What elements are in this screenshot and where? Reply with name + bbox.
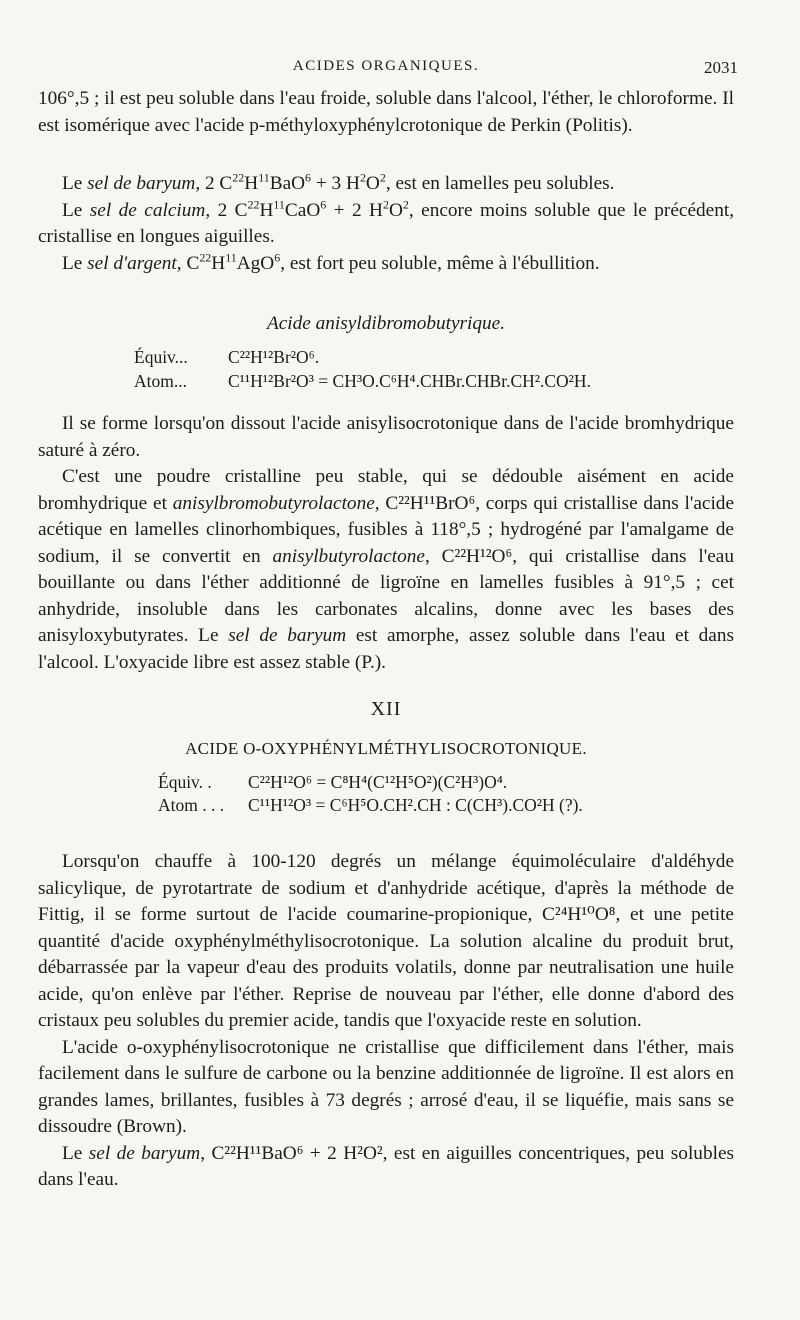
atom-formula-row [38,369,734,393]
atom-formula-row-2 [38,794,734,817]
paragraph-crystallisation: L'acide o-oxyphénylisocrotonique ne cristallise que difficilement dans l'éther, mais facilement dans le sulfure de carbone ou la benzine additionnée de ligroïne. Il est alors en grandes lames, brillantes, fusibles à 73 degrés ; arrosé d'eau, il se liquéfie, mais sans se dissoudre (Brown). [38,1036,734,1137]
paragraph-formation: Il se forme lorsqu'on dissout l'acide anisylisocrotonique dans de l'acide bromhydrique saturé à zéro. [38,413,734,461]
term-calcium-salt: sel de calcium [89,199,206,221]
paragraph-properties: C'est une poudre cristalline peu stable, qui se dédouble aisément en acide bromhydrique et anisylbromobutyrolactone, C²²H¹¹BrO⁶, corps qui cristallise dans l'acide acétique en lamelles clinorhombiques, fusibles à 118°,5 ; hydrogéné par l'amalgame de sodium, il se convertit en anisylbutyrolactone, C²²H¹²O⁶, qui cristallise dans l'eau bouillante ou dans l'éther additionné de ligroïne en lamelles fusibles à 91°,5 ; cet anhydride, insoluble dans les carbonates alcalins, donne avec les bases des anisyloxybutyrates. Le sel de baryum est amorphe, assez soluble dans l'eau et dans l'alcool. L'oxyacide libre est assez stable (P.). [38,466,735,673]
equiv-label-2: Équiv. . [158,772,212,792]
paragraph-barium-salt-2: Le sel de baryum, C²²H¹¹BaO⁶ + 2 H²O², est en aiguilles concentriques, peu solubles dans l'eau. [38,1142,735,1190]
term-barium-salt: sel de baryum [87,173,196,194]
paragraph-barium-salt: Le sel de baryum, 2 $C^{22}H^{11}BaO^6 + 3$ $H^2O^2$, est en lamelles peu solubles. [62,170,615,194]
atom-label-2: Atom . . . [158,795,225,815]
paragraph-calcium-salt: Le sel de calcium, 2 $C^{22}H^{11}CaO^6 + 2$ $H^2O^2$, encore moins soluble que le précédent, cristallise en longues aiguilles. [38,197,735,247]
equiv-formula-row [38,345,734,369]
equiv-formula: C²²H¹²Br²O⁶. [228,347,320,367]
paragraph-silver-salt: Le sel d'argent, $C^{22}H^{11}AgO^6$, est fort peu soluble, même à l'ébullition. [62,250,600,274]
term-bromolactone: anisylbromobutyrolactone [172,492,375,514]
term-barium-salt-3: sel de baryum [88,1142,201,1164]
paragraph-preparation: Lorsqu'on chauffe à 100-120 degrés un mélange équimoléculaire d'aldéhyde salicylique, de pyrotartrate de sodium et d'anhydride acétique, d'après la méthode de Fittig, il se forme surtout de l'acide coumarine-propionique, C²⁴H¹⁰O⁸, et une petite quantité d'acide oxyphénylméthylisocrotonique. La solution alcaline du produit brut, débarrassée par la vapeur d'eau des produits volatils, donne par neutralisation une huile acide, qu'on enlève par l'éther. Reprise de nouveau par l'éther, elle donne d'abord des cristaux peu solubles du premier acide, tandis que l'oxyacide reste en solution. [38,851,734,1031]
compound-heading: Acide anisyldibromobutyrique. [266,313,506,334]
atom-label: Atom... [134,371,187,391]
running-head [38,56,738,86]
running-title: ACIDES ORGANIQUES. [292,58,480,74]
section-number: XII [370,698,402,720]
page-number: 2031 [704,58,738,77]
equiv-label: Équiv... [134,347,188,367]
paragraph-continuation: 106°,5 ; il est peu soluble dans l'eau froide, soluble dans l'alcool, l'éther, le chloroforme. Il est isomérique avec l'acide p-méthyloxyphénylcrotonique de Perkin (Politis). [38,88,734,136]
term-silver-salt: sel d'argent [87,252,177,274]
term-barium-salt-2: sel de baryum [228,625,347,646]
page [38,56,738,1194]
atom-formula-2: C¹¹H¹²O³ = C⁶H⁵O.CH².CH : C(CH³).CO²H (?). [248,795,583,815]
equiv-formula-2: C²²H¹²O⁶ = C⁸H⁴(C¹²H⁵O²)(C²H³)O⁴. [248,772,508,792]
atom-formula: C¹¹H¹²Br²O³ = CH³O.C⁶H⁴.CHBr.CHBr.CH².CO²H. [228,371,591,391]
equiv-formula-row-2 [38,771,734,794]
section-title: ACIDE O-OXYPHÉNYLMÉTHYLISOCROTONIQUE. [185,739,587,758]
term-butyrolactone: anisylbutyrolactone [272,545,425,567]
